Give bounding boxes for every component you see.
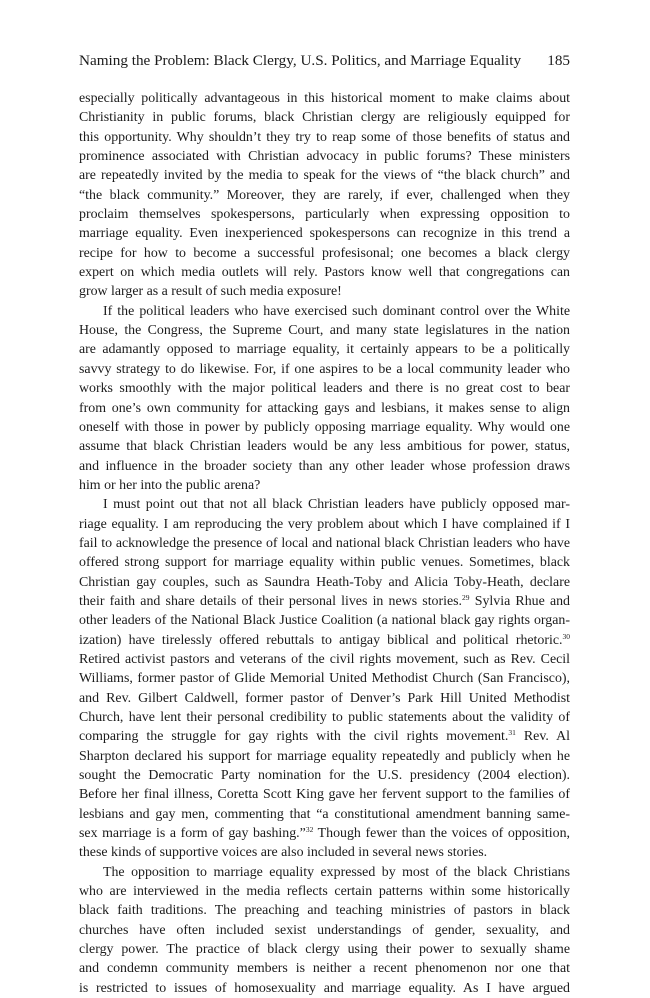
text-line [79,592,570,611]
text-segment: Rev. Al [515,729,570,745]
text-line: from one’s own community for attacking gays and lesbians, it makes sense to align [79,400,570,416]
text-line: Sharpton declared his support for marriage equality repeatedly and publicly when he [79,748,570,764]
text-line: “the black community.” Moreover, they are rarely, if ever, challenged when they [79,187,570,203]
text-line [79,631,570,650]
text-segment: their faith and share details of their personal lives in news stories. [79,593,463,609]
text-line: assume that black Christian leaders would be any less ambitious for power, status, [79,439,570,455]
text-line: clergy power. The practice of black clergy using their power to sexually shame [79,942,570,958]
text-line: and influence in the broader society than any other leader whose profession draws [79,458,570,474]
text-line: House, the Congress, the Supreme Court, and many state legislatures in the nation [79,323,570,339]
text-line: works smoothly with the major political leaders and there is no great cost to bear [79,381,570,397]
text-line [79,727,570,746]
text-line: The opposition to marriage equality expressed by most of the black Christians [103,864,570,880]
text-line: fail to acknowledge the presence of local and national black Christian leaders who have [79,535,570,551]
text-segment: sex marriage is a form of gay bashing.” [79,826,306,842]
text-line: prominence associated with Christian advocacy in public forums? These ministers [79,149,570,165]
running-head [79,50,570,72]
footnote-ref: 32 [305,825,314,835]
text-line: savvy strategy to do likewise. For, if one aspires to be a local community leader who [79,361,570,377]
text-line: this opportunity. Why shouldn’t they try to reap some of those benefits of status and [79,129,570,145]
text-line: offered strong support for marriage equality within public venues. Sometimes, black [79,555,570,571]
text-line: marriage equality. Even inexperienced spokespersons can recognize in this trend a [79,226,570,242]
text-line: churches have often included sexist understandings of gender, sexuality, and [79,922,570,938]
body-text [79,89,570,998]
text-line: these kinds of supportive voices are also included in several news stories. [79,845,488,861]
text-line: Retired activist pastors and veterans of the civil rights movement, such as Rev. Cecil [79,651,570,667]
text-line: recipe for how to become a successful profesisonal; one becomes a black clergy [79,245,570,261]
text-line: Church, have lent their personal credibility to public statements about the validity of [79,710,570,725]
page-number: 185 [547,52,570,69]
text-segment: comparing the struggle for gay rights with the civil rights movement. [79,729,509,745]
text-segment: Sylvia Rhue and [469,593,570,609]
text-line: I must point out that not all black Christian leaders have publicly opposed mar- [103,497,570,513]
text-line: sought the Democratic Party nomination for the U.S. presidency (2004 election). [79,768,570,784]
footnote-ref: 30 [562,631,570,641]
text-line: expert on which media outlets will rely. Pastors know well that congregations can [79,265,570,281]
text-line: him or her into the public arena? [79,477,261,493]
text-segment: Though fewer than the voices of opposition, [313,826,571,842]
text-line: Before her final illness, Coretta Scott King gave her fervent support to the families of [79,787,570,803]
text-line: grow larger as a result of such media exposure! [79,284,342,300]
text-line: Christian gay couples, such as Saundra Heath-Toby and Alicia Toby-Heath, declare [79,574,570,590]
text-line [79,824,570,843]
text-line: are adamantly opposed to marriage equality, it certainly appears to be a politically [79,342,570,358]
text-line: Christianity in public forums, black Christian clergy are religiously equipped for [79,110,570,126]
text-line: who are interviewed in the media reflects certain patterns within some historically [79,884,570,900]
text-segment: ization) have tirelessly offered rebuttals to antigay biblical and political rhetoric. [79,632,563,648]
text-line: other leaders of the National Black Justice Coalition (a national black gay rights organ- [79,613,570,629]
text-line: oneself with those in power by publicly opposing marriage equality. Why would one [79,419,570,435]
text-line: riage equality. I am reproducing the very problem about which I have complained if I [79,516,570,532]
text-line: lesbians and gay men, commenting that “a constitutional amendment banning same- [79,806,570,822]
text-line: If the political leaders who have exercised such dominant control over the White [103,303,570,319]
text-line: and condemn community members is neither a recent phenomenon nor one that [79,961,570,977]
text-line: black faith traditions. The preaching and teaching ministries of pastors in black [79,903,570,919]
text-line: are repeatedly invited by the media to speak for the views of “the black church” and [79,168,570,184]
footnote-ref: 29 [462,592,470,602]
text-line: proclaim themselves spokespersons, particularly when expressing opposition to [79,207,570,223]
text-line: especially politically advantageous in this historical moment to make claims about [79,91,570,106]
footnote-ref: 31 [508,728,516,738]
text-line: and Rev. Gilbert Caldwell, former pastor of Denver’s Park Hill United Methodist [79,690,570,706]
text-line: Williams, former pastor of Glide Memorial United Methodist Church (San Francisco), [79,671,570,687]
running-title: Naming the Problem: Black Clergy, U.S. Politics, and Marriage Equality [79,52,522,69]
text-line: is restricted to issues of homosexuality and marriage equality. As I have argued [79,980,570,996]
